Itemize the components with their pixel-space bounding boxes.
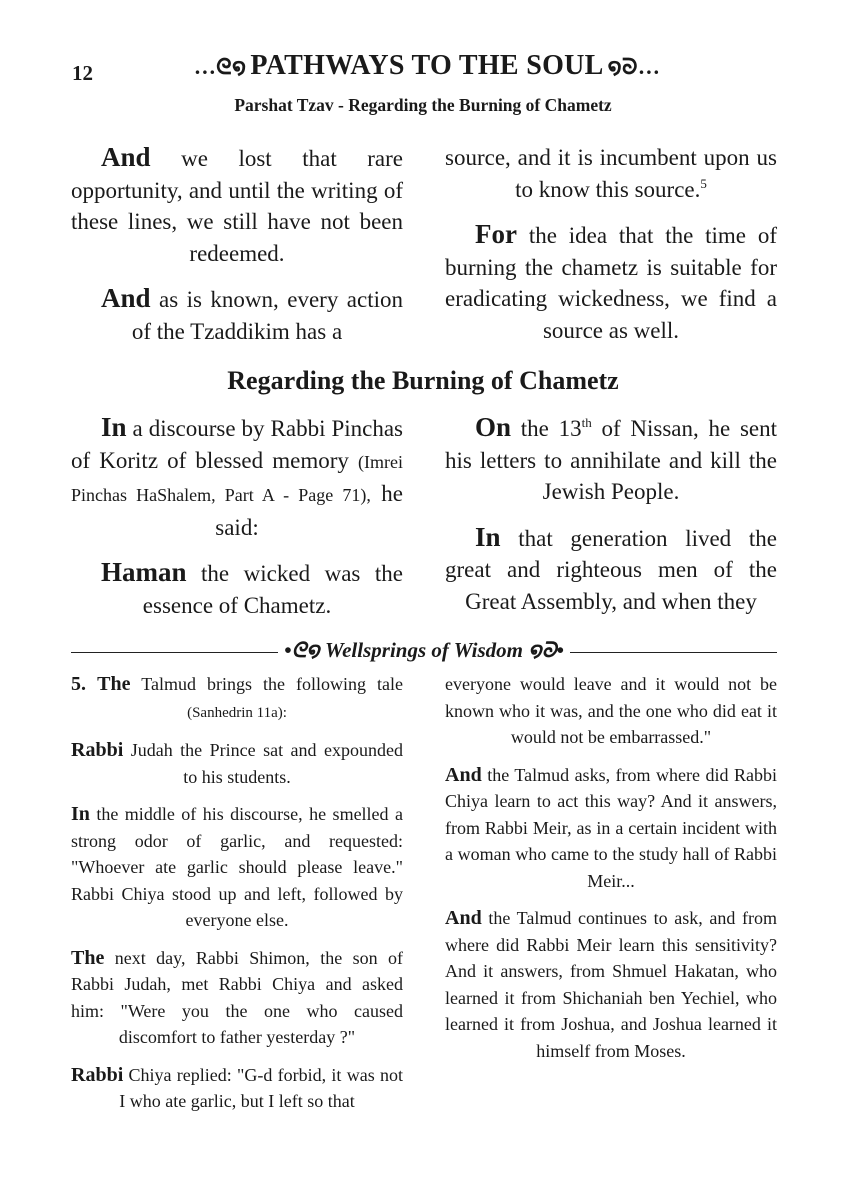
citation: (Imrei Pinchas HaShalem, Part A - Page 71),	[71, 451, 403, 505]
lead-word: 5. The	[71, 673, 131, 695]
paragraph	[71, 557, 403, 621]
paragraph	[71, 283, 403, 347]
paragraph	[445, 219, 777, 346]
note-paragraph	[71, 945, 403, 1051]
paragraph-text: of Nissan, he sent his letters to annihilate and kill the Jewish People.	[445, 416, 777, 504]
lead-word: In	[71, 803, 90, 825]
lead-word: Rabbi	[71, 739, 124, 761]
book-title: PATHWAYS TO THE SOUL	[250, 50, 604, 81]
paragraph-text: source, and it is incumbent upon us to know this source.	[445, 145, 777, 202]
note-paragraph	[445, 905, 777, 1064]
paragraph-text: he said:	[215, 481, 403, 540]
note-paragraph	[71, 737, 403, 790]
lead-word: And	[101, 142, 151, 172]
lead-word: In	[101, 412, 127, 442]
paragraph	[71, 142, 403, 269]
divider-label-text: Wellsprings of Wisdom	[325, 638, 523, 662]
paragraph-text: next day, Rabbi Shimon, the son of Rabbi Judah, met Rabbi Chiya and asked him: "Were you the one who caused discomfort to father yesterday ?"	[71, 947, 403, 1047]
top-left-column	[71, 142, 403, 361]
section-heading: Regarding the Burning of Chametz	[227, 366, 619, 395]
chapter-subtitle: Parshat Tzav - Regarding the Burning of Chametz	[234, 95, 612, 115]
paragraph-text: the middle of his discourse, he smelled a strong odor of garlic, and requested: "Whoever ate garlic should please leave." Rabbi Chiya stood up and left, followed by everyone else.	[71, 804, 403, 930]
note-paragraph	[71, 801, 403, 934]
paragraph-text: the Talmud asks, from where did Rabbi Chiya learn to act this way? And it answers, from Rabbi Meir, as in a certain incident with a woman who came to the study hall of Rabbi Meir...	[445, 764, 777, 891]
note-paragraph	[445, 671, 777, 751]
lead-word: In	[475, 521, 501, 552]
middle-text-columns	[71, 412, 777, 635]
lead-word: The	[71, 946, 105, 969]
paragraph-text: we lost that rare opportunity, and until the writing of these lines, we still have not been redeemed.	[71, 146, 403, 266]
paragraph-text: that generation lived the great and righteous men of the Great Assembly, and when they	[445, 525, 777, 614]
paragraph-text: Chiya replied: "G-d forbid, it was not I who ate garlic, but I left so that	[119, 1064, 403, 1111]
running-header	[132, 50, 722, 82]
lead-word: Haman	[101, 557, 187, 587]
paragraph-text: the 13	[511, 416, 582, 441]
paragraph-text: the Talmud continues to ask, and from where did Rabbi Meir learn this sensitivity? And it answers, from Shmuel Hakatan, who learned it from Shichaniah ben Yechiel, who learned it from Joshua, and Joshua learned it himself from Moses.	[445, 908, 777, 1061]
paragraph	[445, 522, 777, 618]
paragraph-text: the idea that the time of burning the chametz is suitable for eradicating wickedness, we find a source as well.	[445, 223, 777, 343]
paragraph-text: Judah the Prince sat and expounded to his students.	[123, 740, 403, 787]
lead-word: And	[101, 283, 151, 313]
middle-right-column	[445, 412, 777, 635]
footnote-marker: 5	[700, 175, 707, 191]
footnote-columns	[71, 671, 777, 1126]
paragraph	[445, 142, 777, 205]
lead-word: For	[475, 219, 517, 249]
left-flourish-ornament: …ᘓ໑	[193, 54, 247, 79]
notes-right-column	[445, 671, 777, 1126]
divider-label	[71, 638, 777, 663]
ordinal-suffix: th	[581, 415, 592, 430]
lead-word: And	[445, 763, 482, 786]
top-text-columns	[71, 142, 777, 361]
paragraph-text: as is known, every action of the Tzaddikim has a	[131, 287, 403, 344]
paragraph-text: Talmud brings the following tale	[130, 674, 404, 694]
paragraph	[71, 412, 403, 543]
notes-left-column	[71, 671, 403, 1126]
middle-left-column	[71, 412, 403, 635]
paragraph-text: a discourse by Rabbi Pinchas of Koritz of blessed memory	[71, 416, 403, 473]
notes-divider	[71, 638, 777, 668]
page-number: 12	[72, 61, 93, 85]
left-divider-ornament: •ᘓ໑	[284, 638, 325, 662]
lead-word: On	[475, 412, 512, 442]
top-right-column	[445, 142, 777, 361]
note-paragraph	[445, 762, 777, 895]
lead-word: And	[445, 907, 482, 929]
lead-word: Rabbi	[71, 1063, 124, 1086]
note-paragraph	[71, 671, 403, 726]
paragraph-text: the wicked was the essence of Chametz.	[142, 561, 403, 618]
citation: (Sanhedrin 11a):	[187, 704, 287, 721]
note-paragraph	[71, 1062, 403, 1115]
paragraph-text: everyone would leave and it would not be known who it was, and the one who did eat it would not be embarrassed."	[445, 674, 777, 747]
paragraph	[445, 412, 777, 508]
right-divider-ornament: ໑ᘐ•	[522, 638, 564, 662]
right-flourish-ornament: ໑ᘐ…	[607, 54, 661, 79]
